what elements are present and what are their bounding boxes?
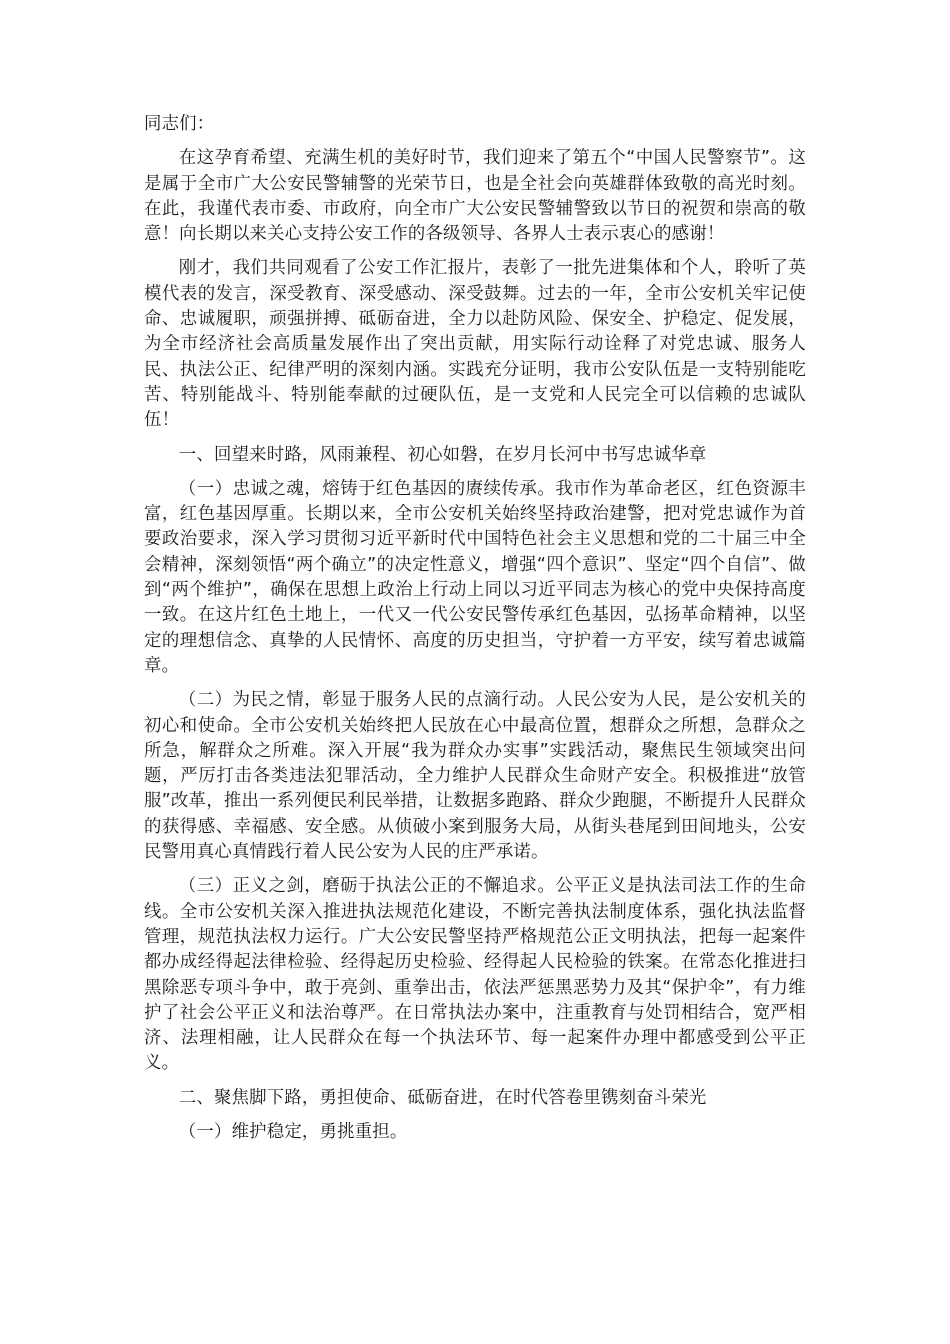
section-heading-1: 一、回望来时路，风雨兼程、初心如磐，在岁月长河中书写忠诚华章 xyxy=(178,444,707,465)
paragraph-service: （二）为民之情，彰显于服务人民的点滴行动。人民公安为人民，是公安机关的初心和使命。全市公安机关始终把人民放在心中最高位置，想群众之所想，急群众之所急，解群众之所难。深入开展“我为群众办实事”实践活动，聚焦民生领域突出问题，严厉打击各类违法犯罪活动，全力维护人民群众生命财产安全。积极推进“放管服”改革，推出一系列便民利民举措，让数据多跑路、群众少跑腿，不断提升人民群众的获得感、幸福感、安全感。从侦破小案到服务大局，从街头巷尾到田间地头，公安民警用真心真情践行着人民公安为人民的庄严承诺。 xyxy=(144,690,806,863)
document-body xyxy=(144,112,806,1154)
section-heading-2: 二、聚焦脚下路，勇担使命、砥砺奋进，在时代答卷里镌刻奋斗荣光 xyxy=(178,1087,707,1108)
paragraph-justice: （三）正义之剑，磨砺于执法公正的不懈追求。公平正义是执法司法工作的生命线。全市公安机关深入推进执法规范化建设，不断完善执法制度体系，强化执法监督管理，规范执法权力运行。广大公安民警坚持严格规范公正文明执法，把每一起案件都办成经得起法律检验、经得起历史检验、经得起人民检验的铁案。在常态化推进扫黑除恶专项斗争中，敢于亮剑、重拳出击，依法严惩黑恶势力及其“保护伞”，有力维护了社会公平正义和法治尊严。在日常执法办案中，注重教育与处罚相结合，宽严相济、法理相融，让人民群众在每一个执法环节、每一起案件办理中都感受到公平正义。 xyxy=(144,876,806,1074)
greeting: 同志们： xyxy=(144,114,215,134)
paragraph-review: 刚才，我们共同观看了公安工作汇报片，表彰了一批先进集体和个人，聆听了英模代表的发言，深受教育、深受感动、深受鼓舞。过去的一年，全市公安机关牢记使命、忠诚履职，顽强拼搏、砥砺奋进，全力以赴防风险、保安全、护稳定、促发展，为全市经济社会高质量发展作出了突出贡献，用实际行动诠释了对党忠诚、服务人民、执法公正、纪律严明的深刻内涵。实践充分证明，我市公安队伍是一支特别能吃苦、特别能战斗、特别能奉献的过硬队伍，是一支党和人民完全可以信赖的忠诚队伍！ xyxy=(144,258,806,431)
subsection-heading-stability: （一）维护稳定，勇挑重担。 xyxy=(178,1121,408,1142)
paragraph-opening: 在这孕育希望、充满生机的美好时节，我们迎来了第五个“中国人民警察节”。这是属于全市广大公安民警辅警的光荣节日，也是全社会向英雄群体致敬的高光时刻。在此，我谨代表市委、市政府，向全市广大公安民警辅警致以节日的祝贺和崇高的敬意！向长期以来关心支持公安工作的各级领导、各界人士表示衷心的感谢！ xyxy=(144,148,806,245)
paragraph-loyalty: （一）忠诚之魂，熔铸于红色基因的赓续传承。我市作为革命老区，红色资源丰富，红色基因厚重。长期以来，全市公安机关始终坚持政治建警，把对党忠诚作为首要政治要求，深入学习贯彻习近平新时代中国特色社会主义思想和党的二十届三中全会精神，深刻领悟“两个确立”的决定性意义，增强“四个意识”、坚定“四个自信”、做到“两个维护”，确保在思想上政治上行动上同以习近平同志为核心的党中央保持高度一致。在这片红色土地上，一代又一代公安民警传承红色基因，弘扬革命精神，以坚定的理想信念、真挚的人民情怀、高度的历史担当，守护着一方平安，续写着忠诚篇章。 xyxy=(144,478,806,676)
